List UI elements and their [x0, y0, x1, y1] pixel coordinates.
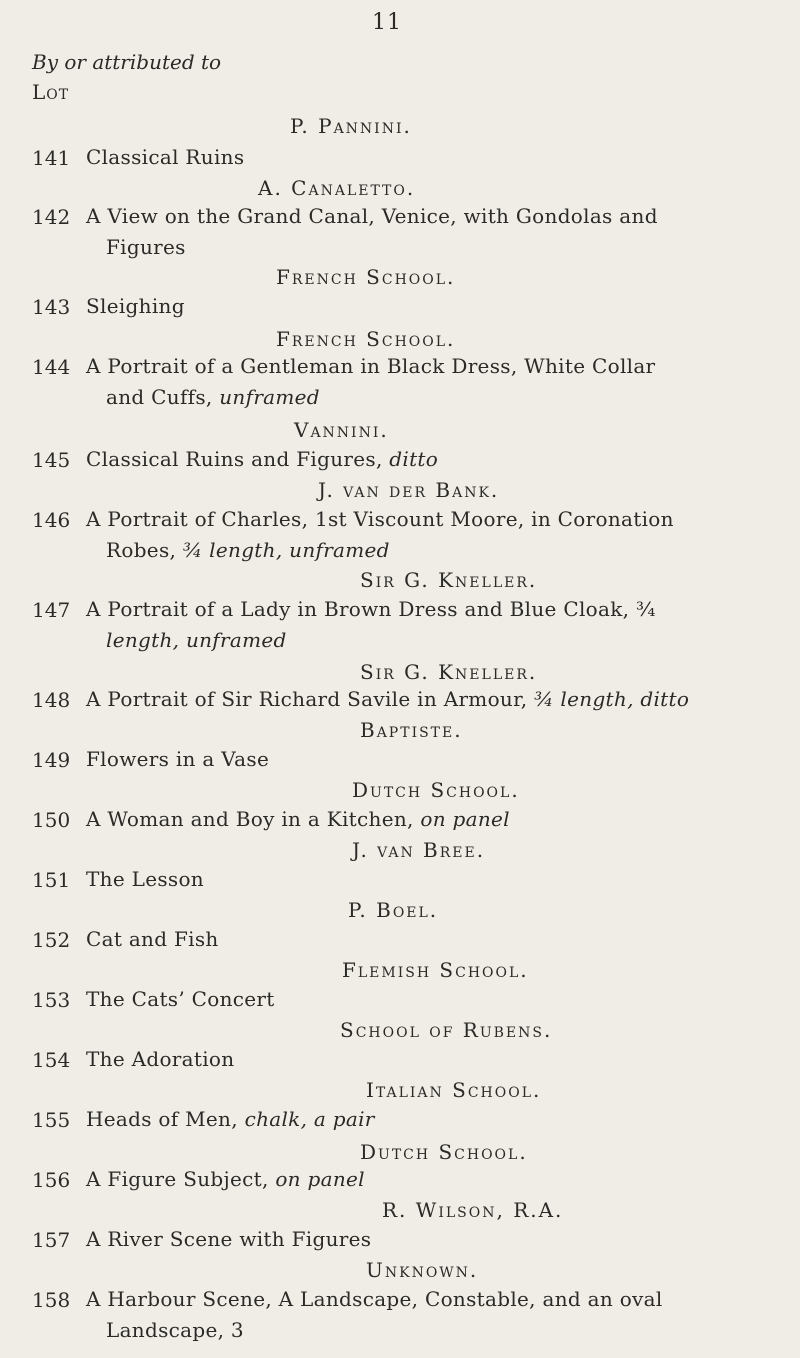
artist-name: French School.: [276, 265, 456, 289]
artist-name: French School.: [276, 327, 456, 351]
lot-note: unframed: [219, 385, 320, 409]
lot-title: A River Scene with Figures: [86, 1227, 372, 1251]
artist-name: Unknown.: [366, 1258, 479, 1282]
lot-note: ¾ length, unframed: [182, 538, 390, 562]
artist-name: Sir G. Kneller.: [360, 568, 538, 592]
lot-column-label: Lot: [32, 80, 70, 104]
artist-name: Italian School.: [366, 1078, 542, 1102]
lot-description: [86, 684, 776, 715]
lot-number: 141: [32, 146, 71, 170]
lot-note: chalk, a pair: [244, 1107, 375, 1131]
lot-description: [86, 864, 776, 895]
lot-number: 156: [32, 1168, 71, 1192]
lot-description: [86, 1224, 776, 1255]
artist-name: A. Canaletto.: [258, 176, 416, 200]
lot-description: [86, 594, 776, 656]
artist-name: Vannini.: [294, 418, 389, 442]
lot-number: 147: [32, 598, 71, 622]
lot-title: Cat and Fish: [86, 927, 219, 951]
lot-note: on panel: [275, 1167, 365, 1191]
lot-description: [86, 142, 776, 173]
lot-number: 155: [32, 1108, 71, 1132]
lot-number: 144: [32, 355, 71, 379]
lot-title: A View on the Grand Canal, Venice, with Gondolas and: [86, 204, 658, 228]
lot-number: 148: [32, 688, 71, 712]
lot-title: A Harbour Scene, A Landscape, Constable, and an oval: [86, 1287, 663, 1311]
lot-title-continuation-text: and Cuffs,: [106, 385, 213, 409]
lot-number: 158: [32, 1288, 71, 1312]
artist-name: Flemish School.: [342, 958, 529, 982]
artist-name: J. van Bree.: [352, 838, 486, 862]
lot-number: 145: [32, 448, 71, 472]
lot-title-continuation: Landscape, 3: [106, 1318, 244, 1342]
lot-number: 152: [32, 928, 71, 952]
lot-title: A Woman and Boy in a Kitchen,: [86, 807, 414, 831]
artist-name: Dutch School.: [360, 1140, 528, 1164]
lot-number: 142: [32, 205, 71, 229]
lot-title-continuation: Figures: [106, 235, 186, 259]
lot-description: [86, 804, 776, 835]
lot-number: 154: [32, 1048, 71, 1072]
lot-number: 143: [32, 295, 71, 319]
lot-description: [86, 201, 776, 263]
lot-number: 150: [32, 808, 71, 832]
lot-description: [86, 1164, 776, 1195]
lot-note: ¾ length, ditto: [534, 687, 690, 711]
lot-title: A Figure Subject,: [86, 1167, 269, 1191]
lot-number: 146: [32, 508, 71, 532]
lot-description: [86, 924, 776, 955]
lot-number: 153: [32, 988, 71, 1012]
lot-description: [86, 291, 776, 322]
lot-title: Classical Ruins: [86, 145, 245, 169]
lot-description: [86, 984, 776, 1015]
lot-note: on panel: [420, 807, 510, 831]
lot-number: 149: [32, 748, 71, 772]
catalogue-header: By or attributed to: [32, 50, 222, 74]
lot-title: Classical Ruins and Figures,: [86, 447, 383, 471]
lot-description: [86, 504, 776, 566]
artist-name: Sir G. Kneller.: [360, 660, 538, 684]
lot-title: Flowers in a Vase: [86, 747, 270, 771]
lot-title: A Portrait of a Gentleman in Black Dress, White Collar: [86, 354, 656, 378]
lot-title: The Adoration: [86, 1047, 235, 1071]
lot-description: [86, 1104, 776, 1135]
lot-description: [86, 444, 776, 475]
lot-title: A Portrait of Sir Richard Savile in Armour,: [86, 687, 528, 711]
lot-title-continuation: [86, 382, 776, 413]
page-number: 11: [372, 10, 402, 35]
artist-name: P. Pannini.: [290, 114, 412, 138]
lot-title: The Lesson: [86, 867, 204, 891]
lot-title-continuation: [86, 535, 776, 566]
artist-name: Dutch School.: [352, 778, 520, 802]
lot-title: A Portrait of a Lady in Brown Dress and Blue Cloak, ¾: [86, 597, 656, 621]
lot-title: Sleighing: [86, 294, 185, 318]
lot-title: Heads of Men,: [86, 1107, 238, 1131]
artist-name: P. Boel.: [348, 898, 439, 922]
lot-note: ditto: [389, 447, 439, 471]
lot-description: [86, 351, 776, 413]
lot-description: [86, 1284, 776, 1346]
lot-number: 157: [32, 1228, 71, 1252]
artist-name: R. Wilson, R.A.: [382, 1198, 564, 1222]
lot-number: 151: [32, 868, 71, 892]
lot-title: The Cats’ Concert: [86, 987, 275, 1011]
lot-description: [86, 744, 776, 775]
lot-description: [86, 1044, 776, 1075]
artist-name: School of Rubens.: [340, 1018, 553, 1042]
lot-title-continuation-text: Robes,: [106, 538, 177, 562]
artist-name: Baptiste.: [360, 718, 463, 742]
artist-name: J. van der Bank.: [318, 478, 500, 502]
lot-title: A Portrait of Charles, 1st Viscount Moore, in Coronation: [86, 507, 674, 531]
lot-note: length, unframed: [106, 628, 287, 652]
